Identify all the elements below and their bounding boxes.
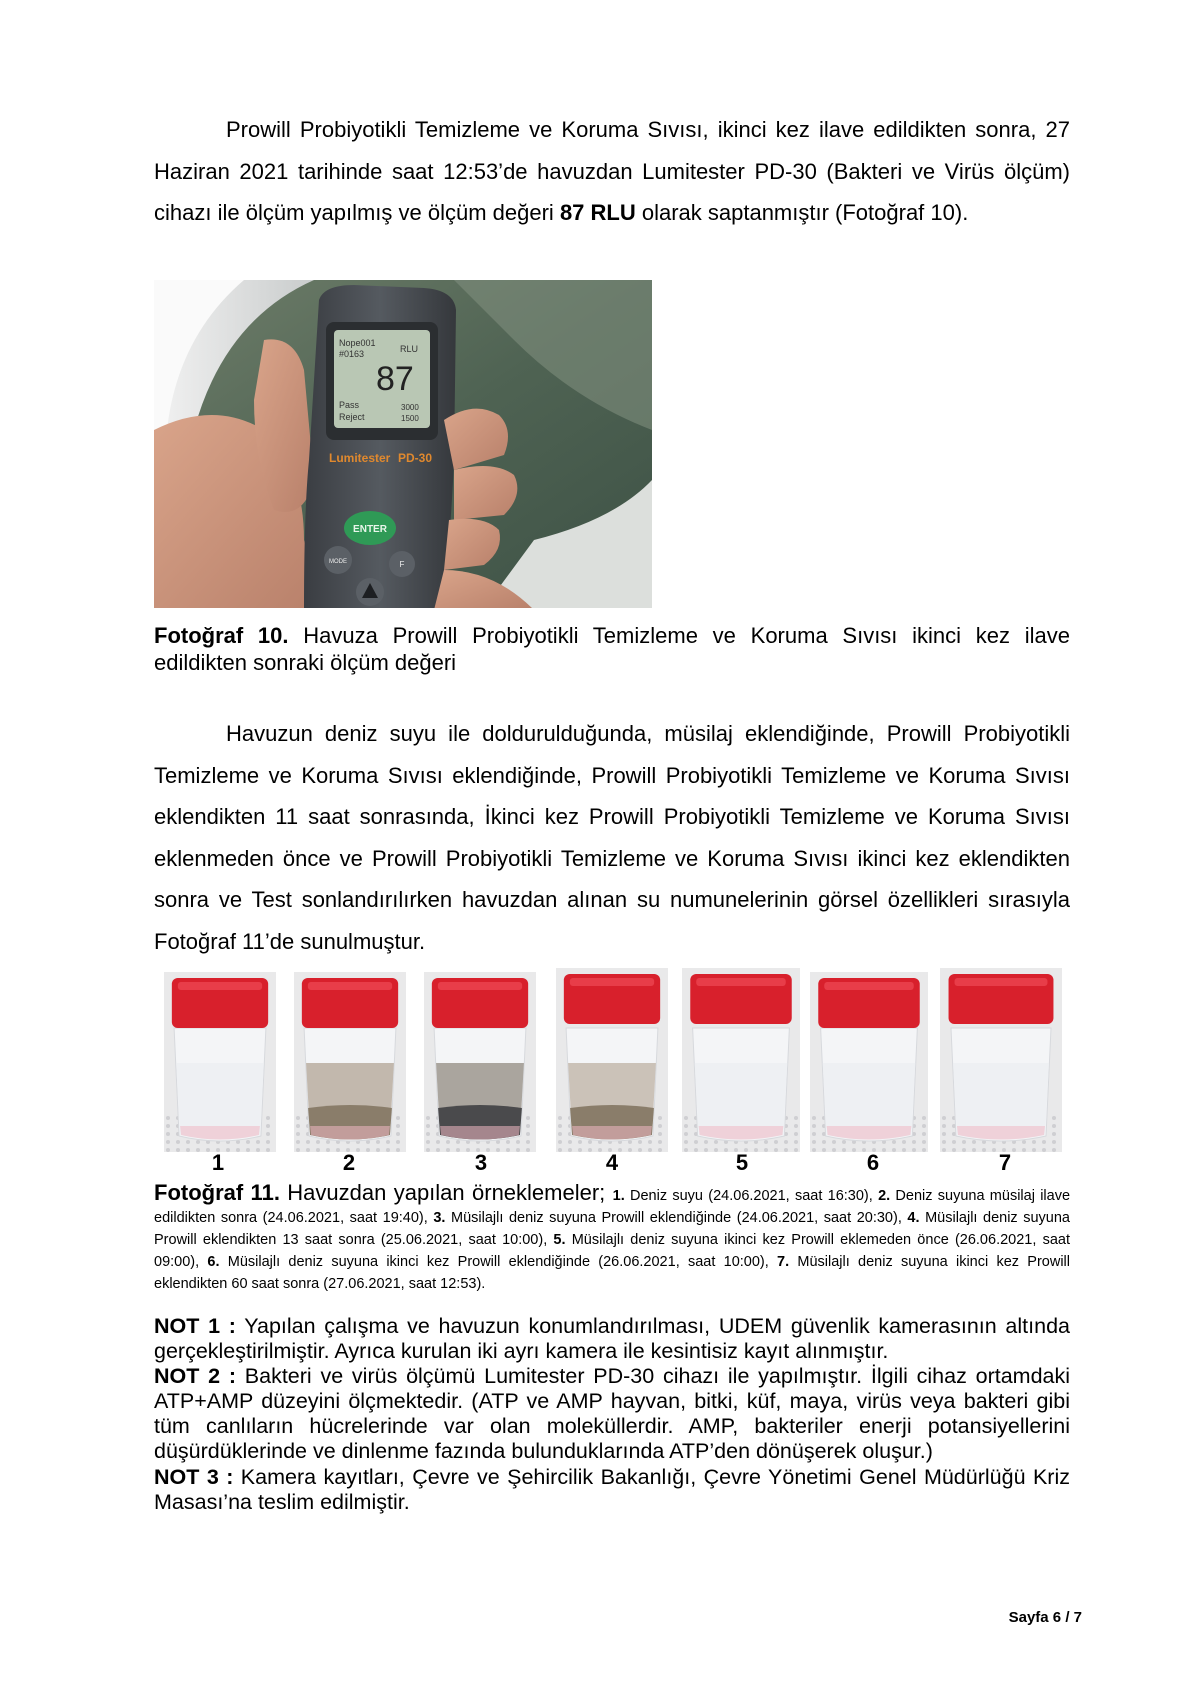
- sample-number-1: 1: [211, 1150, 225, 1175]
- sample-jar-4: [556, 968, 668, 1152]
- sample-number-7: 7: [998, 1150, 1012, 1175]
- note-3: NOT 3 : Kamera kayıtları, Çevre ve Şehircilik Bakanlığı, Çevre Yönetimi Genel Müdürlüğü Kriz Masası’na teslim edilmiştir.: [154, 1465, 1070, 1514]
- mode-button-label: MODE: [329, 559, 347, 565]
- page-number: Sayfa 6 / 7: [1008, 1609, 1082, 1626]
- sample-jar-1: [164, 972, 276, 1152]
- device-model: PD-30: [398, 451, 433, 465]
- sample-number-6: 6: [866, 1150, 880, 1175]
- sample-jar-7: [940, 968, 1062, 1152]
- sample-jar-2: [294, 972, 406, 1152]
- screen-unit: RLU: [400, 344, 419, 354]
- caption-11-items: 1. Deniz suyu (24.06.2021, saat 16:30), 2. Deniz suyuna müsilaj ilave edildikten sonra (24.06.2021, saat 19:40), 3. Müsilajlı deniz suyuna Prowill eklendiğinde (24.06.2021, saat 20:30), 4. Müsilajlı deniz suyuna Prowill eklendikten 13 saat sonra (25.06.2021, saat 10:00), 5. Müsilajlı deniz suyuna ikinci kez Prowill eklemeden önce (26.06.2021, saat 09:00), 6. Müsilajlı deniz suyuna ikinci kez Prowill eklendiğinde (26.06.2021, saat 10:00), 7. Müsilajlı deniz suyuna ikinci kez Prowill eklendikten 60 saat sonra (27.06.2021, saat 12:53).: [154, 1188, 1071, 1292]
- caption-photo-11: Fotoğraf 11. Havuzdan yapılan örneklemeler; 1. Deniz suyu (24.06.2021, saat 16:30), 2. Deniz suyuna müsilaj ilave edildikten sonra (24.06.2021, saat 19:40), 3. Müsilajlı deniz suyuna Prowill eklendiğinde (24.06.2021, saat 20:30), 4. Müsilajlı deniz suyuna Prowill eklendikten 13 saat sonra (25.06.2021, saat 10:00), 5. Müsilajlı deniz suyuna ikinci kez Prowill eklemeden önce (26.06.2021, saat 09:00), 6. Müsilajlı deniz suyuna ikinci kez Prowill eklendiğinde (26.06.2021, saat 10:00), 7. Müsilajlı deniz suyuna ikinci kez Prowill eklendikten 60 saat sonra (27.06.2021, saat 12:53).: [154, 1180, 1071, 1292]
- screen-pass: Pass: [339, 400, 360, 410]
- device-brand: Lumitester: [329, 451, 391, 465]
- measurement-value: 87 RLU: [559, 200, 636, 225]
- sample-jar-6: [810, 972, 928, 1152]
- sample-jar-5: [682, 968, 800, 1152]
- note-2: NOT 2 : Bakteri ve virüs ölçümü Lumitester PD-30 cihazı ile yapılmıştır. İlgili cihaz ortamdaki ATP+AMP düzeyini ölçmektedir. (ATP ve AMP hayvan, bitki, küf, maya, virüs veya bakteri gibi tüm canlıların hücrelerinde var olan moleküllerdir. AMP, bakteriler enerji potansiyellerini düşürdüklerinde ve dinlenme fazında bulunduklarında ATP’den dönüşerek oluşur.): [154, 1364, 1071, 1463]
- sample-number-4: 4: [605, 1150, 619, 1175]
- note-1: NOT 1 : Yapılan çalışma ve havuzun konumlandırılması, UDEM güvenlik kamerasının altında gerçekleştirilmiştir. Ayrıca kurulan iki ayrı kamera ile kesintisiz kayıt alınmıştır.: [154, 1314, 1070, 1363]
- sample-number-2: 2: [342, 1150, 356, 1175]
- photo-10: [154, 280, 652, 608]
- f-button-label: F: [399, 560, 405, 569]
- sample-number-5: 5: [735, 1150, 749, 1175]
- sample-jars: [154, 968, 1070, 1152]
- lumitester-photo: [154, 280, 652, 608]
- screen-reject: Reject: [339, 412, 365, 422]
- photo-11: [154, 968, 1070, 1152]
- screen-threshold-1: 3000: [401, 403, 419, 412]
- paragraph-1: Prowill Probiyotikli Temizleme ve Koruma Sıvısı, ikinci kez ilave edildikten sonra, 27 Haziran 2021 tarihinde saat 12:53’de havuzdan Lumitester PD-30 (Bakteri ve Virüs ölçüm) cihazı ile ölçüm yapılmış ve ölçüm değeri 87 RLU olarak saptanmıştır (Fotoğraf 10).: [154, 117, 1070, 225]
- screen-threshold-2: 1500: [401, 414, 419, 423]
- enter-button-label: ENTER: [353, 524, 387, 535]
- sample-jar-3: [424, 972, 536, 1152]
- screen-line-2: #0163: [339, 349, 365, 359]
- sample-number-3: 3: [474, 1150, 488, 1175]
- paragraph-2: Havuzun deniz suyu ile doldurulduğunda, müsilaj eklendiğinde, Prowill Probiyotikli Temizleme ve Koruma Sıvısı eklendiğinde, Prowill Probiyotikli Temizleme ve Koruma Sıvısı eklendikten 11 saat sonrasında, İkinci kez Prowill Probiyotikli Temizleme ve Koruma Sıvısı eklenmeden önce ve Prowill Probiyotikli Temizleme ve Koruma Sıvısı ikinci kez eklendikten sonra ve Test sonlandırılırken havuzdan alınan su numunelerinin görsel özellikleri sırasıyla Fotoğraf 11’de sunulmuştur.: [154, 721, 1070, 954]
- screen-value: 87: [376, 360, 414, 398]
- screen-line-1: Nope001: [339, 338, 376, 348]
- caption-photo-10: Fotoğraf 10. Havuza Prowill Probiyotikli Temizleme ve Koruma Sıvısı ikinci kez ilave edildikten sonraki ölçüm değeri: [154, 623, 1070, 675]
